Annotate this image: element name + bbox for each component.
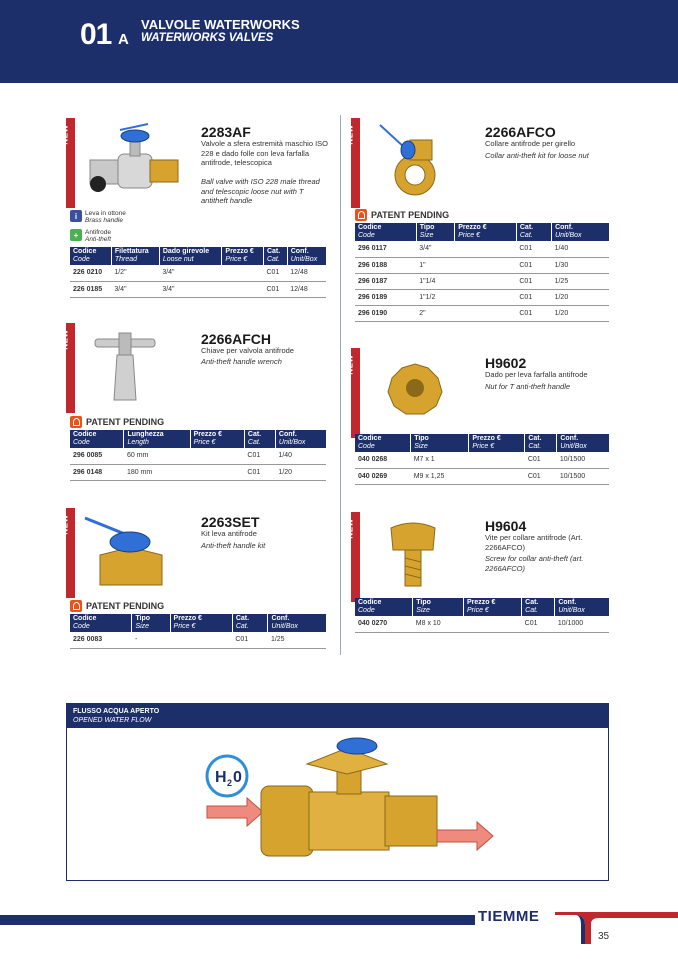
h2o-sub: 2 [227,778,233,788]
table-cell [170,632,232,648]
table-cell: C01 [516,305,551,321]
footer-bar [0,915,475,925]
product-code-2266afco: 2266AFCO [485,124,556,140]
table-cell: 296 0188 [355,257,416,273]
table-cell: 1/25 [268,632,326,648]
table-cell: 1/20 [552,305,609,321]
table-cell [190,448,244,464]
product-desc-it: Dado per leva farfalla antifrode [485,370,588,379]
table-cell [455,257,517,273]
table-row [70,281,326,297]
table-cell: 3/4" [111,281,159,297]
table-cell: 1/20 [275,464,326,480]
column-header: Prezzo € Price € [222,247,264,265]
table-row [70,265,326,281]
table-cell: 296 0148 [70,464,124,480]
product-table-h9602 [355,434,609,485]
column-header: Conf. Unit/Box [268,614,326,632]
table-cell: C01 [522,616,555,632]
column-header: Codice Code [70,247,111,265]
table-cell: 040 0268 [355,452,411,468]
column-header: Cat. Cat. [263,247,287,265]
wrench-image [90,325,165,405]
table-header-row [70,614,326,632]
table-header-row [355,434,609,452]
table-cell: 040 0270 [355,616,413,632]
table-cell: M9 x 1,25 [411,468,469,484]
new-tag: NEW [66,118,75,208]
table-row [70,632,326,648]
table-cell: C01 [516,257,551,273]
table-cell [455,305,517,321]
table-cell [455,273,517,289]
column-header: Prezzo € Price € [455,223,517,241]
table-cell: 10/1000 [555,616,609,632]
collar-image [370,120,455,200]
column-header: Tipo Size [132,614,170,632]
water-flow-box [66,703,609,881]
column-header: Cat. Cat. [516,223,551,241]
product-code-h9602: H9602 [485,355,527,371]
page-header [0,0,678,83]
column-header: Tipo Size [413,598,464,616]
patent-icon [70,600,82,612]
table-row [70,448,326,464]
column-header: Codice Code [355,598,413,616]
column-header: Prezzo € Price € [464,598,522,616]
table-cell: 1"1/4 [416,273,454,289]
table-header-row [355,598,609,616]
table-cell [222,265,264,281]
product-table-2266afco [355,223,609,322]
product-desc-en: Nut for T anti-theft handle [485,382,571,391]
h2o-letter-h: H [215,769,227,786]
product-desc-en: Collar anti-theft kit for loose nut [485,151,589,160]
column-header: Codice Code [355,434,411,452]
table-cell: 3/4" [159,281,222,297]
table-cell: M8 x 10 [413,616,464,632]
column-header: Conf. Unit/Box [287,247,326,265]
column-header: Codice Code [355,223,416,241]
plus-icon: + [70,229,82,241]
table-cell: 1/30 [552,257,609,273]
column-header: Codice Code [70,614,132,632]
column-header: Conf. Unit/Box [552,223,609,241]
table-cell: 1/40 [552,241,609,257]
column-header: Prezzo € Price € [469,434,525,452]
table-cell: - [132,632,170,648]
table-row [70,464,326,480]
new-tag: NEW [351,348,360,438]
screw-image [383,518,443,590]
table-cell: C01 [263,265,287,281]
table-cell: 226 0185 [70,281,111,297]
table-header-row [355,223,609,241]
product-desc-en: Anti-theft handle wrench [201,357,282,366]
section-letter: A [118,31,129,48]
table-header-row [70,430,326,448]
product-code-h9604: H9604 [485,518,527,534]
table-cell: 60 mm [124,448,190,464]
table-row [355,616,609,632]
table-row [355,452,609,468]
new-tag: NEW [351,512,360,602]
table-cell: C01 [516,241,551,257]
product-desc-it: Valvole a sfera estremità maschio ISO 228 e dado folle con leva farfalla antifrode, telescopica [201,139,328,167]
info-icon: i [70,210,82,222]
table-cell: C01 [525,452,557,468]
table-cell: 3/4" [159,265,222,281]
table-cell: C01 [244,448,275,464]
table-cell: 296 0187 [355,273,416,289]
table-cell: 3/4" [416,241,454,257]
table-cell: C01 [244,464,275,480]
table-cell [190,464,244,480]
product-desc-it: Chiave per valvola antifrode [201,346,294,355]
table-row [355,273,609,289]
legend-brass-handle: i Leva in ottone Brass handle [70,210,126,224]
h2o-letter-o: 0 [233,769,242,786]
patent-pending-badge: PATENT PENDING [70,600,164,612]
product-table-h9604 [355,598,609,633]
column-header: Conf. Unit/Box [275,430,326,448]
table-cell: 12/48 [287,281,326,297]
product-code-2283af: 2283AF [201,124,251,140]
column-header: Filettatura Thread [111,247,159,265]
table-cell: 296 0117 [355,241,416,257]
product-table-2263set [70,614,326,649]
section-subtitle: WATERWORKS VALVES [141,32,274,44]
patent-icon [355,209,367,221]
table-cell: 10/1500 [557,468,609,484]
column-header: Prezzo € Price € [170,614,232,632]
table-cell: 12/48 [287,265,326,281]
column-header: Prezzo € Price € [190,430,244,448]
table-cell: 1/25 [552,273,609,289]
table-cell: 1/2" [111,265,159,281]
product-desc-en: Screw for collar anti-theft (art. 2266AFCO) [485,554,584,573]
table-cell: 10/1500 [557,452,609,468]
table-cell: 226 0083 [70,632,132,648]
table-cell: 296 0190 [355,305,416,321]
new-tag: NEW [66,323,75,413]
table-cell [222,281,264,297]
table-cell [455,289,517,305]
table-cell: C01 [525,468,557,484]
ball-valve-image [80,120,190,200]
table-cell [464,616,522,632]
table-cell [469,468,525,484]
table-cell: 1/20 [552,289,609,305]
section-number: 01 [80,18,112,51]
table-cell: 296 0189 [355,289,416,305]
flow-title-en: OPENED WATER FLOW [73,717,152,724]
flow-title-it: FLUSSO ACQUA APERTO [73,708,160,715]
table-header-row [70,247,326,265]
table-row [355,289,609,305]
product-desc-en: Ball valve with ISO 228 male thread and telescopic loose nut with T antitheft handle [201,177,320,205]
table-cell: C01 [232,632,268,648]
table-cell: 1"1/2 [416,289,454,305]
product-desc-it: Vite per collare antifrode (Art. 2266AFCO) [485,533,583,552]
column-header: Lunghezza Length [124,430,190,448]
water-flow-illustration [197,734,527,879]
column-header: Codice Code [70,430,124,448]
section-title: VALVOLE WATERWORKS [141,17,300,32]
column-header: Cat. Cat. [522,598,555,616]
table-cell: 226 0210 [70,265,111,281]
product-desc-en: Anti-theft handle kit [201,541,266,550]
table-row [355,241,609,257]
product-table-2266afch [70,430,326,481]
table-cell: 1" [416,257,454,273]
product-desc-it: Collare antifrode per girello [485,139,576,148]
column-divider [340,115,341,655]
column-header: Tipo Size [416,223,454,241]
nut-image [380,360,450,420]
table-row [355,305,609,321]
table-cell: 1/40 [275,448,326,464]
table-cell: 180 mm [124,464,190,480]
column-header: Cat. Cat. [244,430,275,448]
table-row [355,468,609,484]
column-header: Cat. Cat. [232,614,268,632]
legend-anti-theft: + Antifrode Anti-theft [70,229,111,243]
table-cell: 040 0269 [355,468,411,484]
brand-logo: TIEMME [478,908,540,925]
column-header: Conf. Unit/Box [555,598,609,616]
new-tag: NEW [66,508,75,598]
product-code-2263set: 2263SET [201,514,260,530]
column-header: Conf. Unit/Box [557,434,609,452]
table-cell: C01 [516,273,551,289]
patent-pending-badge: PATENT PENDING [70,416,164,428]
column-header: Dado girevole Loose nut [159,247,222,265]
product-desc-it: Kit leva antifrode [201,529,257,538]
column-header: Cat. Cat. [525,434,557,452]
column-header: Tipo Size [411,434,469,452]
table-cell [469,452,525,468]
table-cell [455,241,517,257]
table-cell: C01 [516,289,551,305]
patent-icon [70,416,82,428]
table-row [355,257,609,273]
product-table-2283af [70,247,326,298]
handle-kit-image [80,510,180,595]
patent-pending-badge: PATENT PENDING [355,209,449,221]
product-code-2266afch: 2266AFCH [201,331,272,347]
table-cell: C01 [263,281,287,297]
table-cell: M7 x 1 [411,452,469,468]
page-number: 35 [598,931,610,942]
table-cell: 2" [416,305,454,321]
new-tag: NEW [351,118,360,208]
flow-header [67,704,608,728]
table-cell: 296 0085 [70,448,124,464]
footer-swoosh [555,912,678,947]
